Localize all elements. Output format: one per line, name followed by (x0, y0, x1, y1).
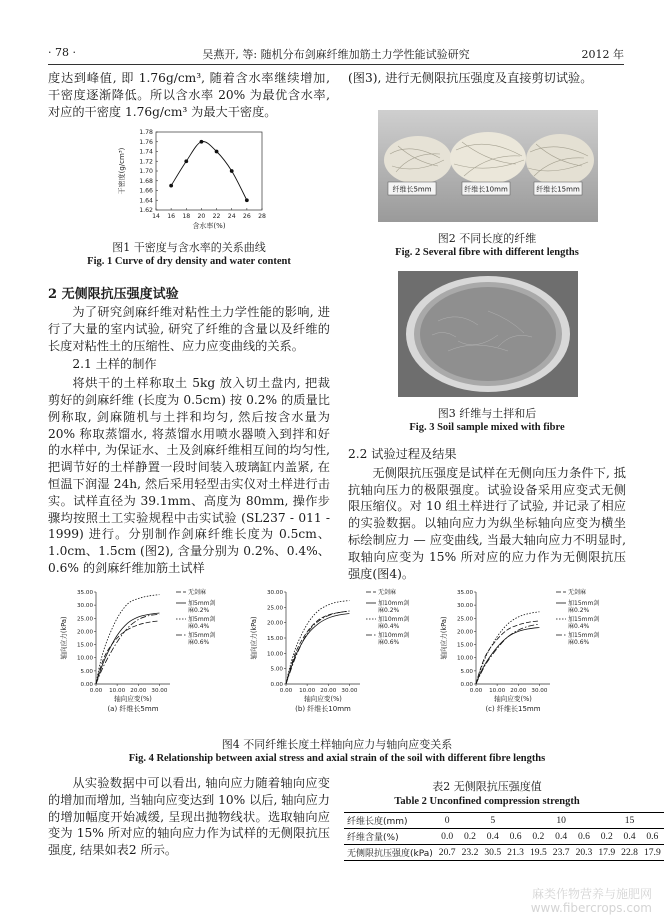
fig4c-x-tick-label: 0.00 (469, 688, 483, 694)
fig4b-y-tick-label: 10.00 (266, 651, 283, 658)
fig4b-y-tick-label: 0.00 (270, 682, 283, 688)
fig2-tag-15mm: 纤维长15mm (536, 185, 580, 194)
fig1-x-tick-label: 16 (167, 213, 176, 220)
fig4b-legend-label: 加10mm剑 (378, 632, 410, 639)
fig4a-y-tick-label: 15.00 (76, 642, 93, 649)
table-row-label: 纤维含量(%) (347, 833, 399, 843)
fig4a-series-line (96, 614, 159, 684)
fig2-caption-cn: 图2 不同长度的纤维 (437, 232, 537, 245)
fig1-x-tick-label: 14 (152, 213, 160, 220)
watermark-line2: www.fibercrops.com (530, 901, 652, 915)
fig4b-series-line (286, 611, 349, 684)
table-cell: 23.7 (552, 847, 570, 858)
table-cell: 22.8 (621, 847, 638, 858)
table-row-label: 纤维长度(mm) (347, 817, 408, 827)
fig4a-x-tick-label: 0.00 (89, 688, 103, 694)
fig1-data-point (215, 150, 219, 154)
fig4a-x-axis-label: 轴向应变(%) (114, 695, 152, 703)
fig4a-x-tick-label: 30.00 (151, 688, 168, 694)
fig4a-series-line (96, 595, 159, 684)
fig4b-x-tick-label: 10.00 (299, 688, 316, 694)
fig4b-chart (248, 582, 438, 714)
table2-caption-cn: 表2 无侧限抗压强度值 (432, 780, 542, 793)
table-cell: 0.4 (486, 831, 499, 842)
header-rule (48, 64, 624, 65)
fig4-caption-en: Fig. 4 Relationship between axial stress and axial strain of the soil with different fibre lengths (128, 753, 546, 764)
fig1-y-tick-label: 1.72 (139, 158, 153, 166)
fig4a-y-axis-label: 轴向应力(kPa) (60, 616, 68, 660)
fig4b-legend-label: 麻0.6% (378, 639, 400, 646)
table-cell: 0.6 (577, 831, 590, 842)
table2 (344, 812, 664, 861)
fig4a-y-tick-label: 5.00 (80, 668, 93, 675)
fig4a-series-line (96, 613, 159, 684)
table-cell: 17.9 (598, 847, 616, 858)
fig1-curve (171, 141, 247, 200)
fig4c-y-axis-label: 轴向应力(kPa) (440, 616, 448, 660)
fig4c-y-tick-label: 10.00 (456, 655, 473, 662)
table-cell: 23.2 (461, 847, 479, 858)
fig1-x-tick-label: 18 (182, 213, 191, 220)
fig2-fibre-photo (378, 110, 598, 222)
fig4b-subtitle: (b) 纤维长10mm (295, 705, 351, 713)
subsection-2-1-heading: 2.1 土样的制作 (72, 357, 157, 372)
fig4a-chart (58, 582, 248, 714)
fig1-x-tick-label: 20 (197, 213, 206, 220)
fig4a-legend-label: 加5mm剑 (188, 600, 216, 607)
table-cell: 0.2 (600, 831, 613, 842)
fig1-data-point (230, 169, 234, 173)
fig4a-subtitle: (a) 纤维长5mm (107, 705, 159, 713)
table-cell: 17.9 (643, 847, 661, 858)
fig4a-y-tick-label: 25.00 (76, 616, 93, 623)
watermark-line1: 麻类作物营养与施肥网 (531, 887, 652, 901)
fig4a-y-tick-label: 10.00 (76, 655, 93, 662)
table-cell: 20.7 (438, 847, 456, 858)
fig4c-y-tick-label: 5.00 (460, 668, 473, 675)
fig3-soil-photo (398, 271, 578, 397)
table-cell: 20.3 (575, 847, 593, 858)
paragraph-fig3-ref: (图3), 进行无侧限抗压强度及直接剪切试验。 (348, 71, 593, 85)
fig4c-legend-label: 麻0.6% (568, 639, 590, 646)
table-cell: 0.4 (623, 831, 636, 842)
fig3-caption-en: Fig. 3 Soil sample mixed with fibre (409, 422, 565, 433)
fig4b-legend-label: 无剑麻 (378, 589, 397, 596)
table-row-label: 无侧限抗压强度(kPa) (347, 849, 433, 859)
fig4a-y-tick-label: 0.00 (80, 682, 93, 688)
fig4c-series-line (476, 612, 539, 684)
fig1-x-tick-label: 26 (242, 213, 251, 220)
fig4c-x-axis-label: 轴向应变(%) (494, 695, 532, 703)
subsection-2-2-heading: 2.2 试验过程及结果 (348, 447, 457, 461)
page-number: · 78 · (48, 46, 76, 59)
paragraph-section2-intro: 为了研究剑麻纤维对粘性土力学性能的影响, 进行了大量的室内试验, 研究了纤维的含量以及纤维的长度对粘性土的压缩性、应力应变曲线的关系。 (48, 305, 330, 353)
table-row-strength (344, 845, 664, 861)
fig2-fibre-image (378, 110, 598, 222)
fig4c-legend-label: 加15mm剑 (568, 632, 600, 639)
fig4a-legend-label: 麻0.4% (188, 623, 210, 630)
fig4a-legend-label: 加5mm剑 (188, 616, 216, 623)
fig4c-y-tick-label: 35.00 (456, 590, 473, 596)
fig1-x-axis-label: 含水率(%) (192, 222, 226, 230)
table-cell: 0.6 (646, 831, 659, 842)
fig1-y-tick-label: 1.62 (139, 207, 153, 214)
fig4c-y-tick-label: 20.00 (456, 629, 473, 636)
section-2-heading: 2 无侧限抗压强度试验 (48, 287, 179, 302)
fig1-x-tick-label: 24 (227, 213, 236, 220)
fig1-x-tick-label: 22 (212, 213, 221, 220)
fig4b-y-tick-label: 25.00 (266, 605, 283, 612)
fig1-y-tick-label: 1.74 (139, 148, 153, 156)
table-row-content (344, 829, 664, 845)
fig4c-chart (438, 582, 634, 714)
fig1-y-tick-label: 1.64 (139, 197, 153, 205)
fig1-y-axis-label: 干密度(g/cm³) (118, 147, 126, 195)
table-cell: 19.5 (529, 847, 547, 858)
fig4a-legend-label: 无剑麻 (188, 589, 207, 596)
fig4-caption-cn: 图4 不同纤维长度土样轴向应力与轴向应变关系 (221, 738, 453, 751)
left-column-top (48, 70, 330, 120)
fig4c-legend-label: 麻0.4% (568, 623, 590, 630)
fig1-x-tick-label: 28 (258, 213, 266, 220)
fig4c-y-tick-label: 0.00 (460, 682, 473, 688)
fig4c-legend-label: 加15mm剑 (568, 600, 600, 607)
fig4b-legend-label: 麻0.4% (378, 623, 400, 630)
fig4c-series-line (476, 621, 539, 684)
fig4c-y-tick-label: 15.00 (456, 642, 473, 649)
right-column-2-2 (348, 444, 626, 582)
fig4b-x-tick-label: 20.00 (320, 688, 337, 694)
table-cell: 10 (556, 815, 566, 826)
fig4a-x-tick-label: 10.00 (109, 688, 126, 694)
fig1-data-point (169, 184, 173, 188)
fig4c-x-tick-label: 10.00 (489, 688, 506, 694)
fig4b-y-tick-label: 5.00 (270, 666, 283, 673)
paragraph-test-procedure: 无侧限抗压强度是试样在无侧向压力条件下, 抵抗轴向压力的极限强度。试验设备采用应变式无侧限压缩仪。对 10 组土样进行了试验, 并记录了相应的实验数据。以轴向应力为纵坐标轴向应变为横坐标绘制应力 — 应变曲线, 当最大轴向应力不明显时, 取轴向应变为 15% 所对应的应力作为无侧限抗压强度(图4)。 (348, 465, 626, 581)
fig4c-y-tick-label: 30.00 (456, 603, 473, 610)
fig2-caption-en: Fig. 2 Several fibre with different lengths (395, 247, 579, 258)
fig4c-x-tick-label: 20.00 (510, 688, 527, 694)
fig4c-legend-label: 无剑麻 (568, 589, 587, 596)
table-cell: 0.2 (532, 831, 545, 842)
running-title: 吴燕开, 等: 随机分布剑麻纤维加筋土力学性能试验研究 (202, 48, 470, 61)
fig1-y-tick-label: 1.76 (139, 138, 153, 146)
left-column-bottom (48, 775, 330, 859)
fig4c-subtitle: (c) 纤维长15mm (485, 705, 541, 713)
paragraph-max-density: 度达到峰值, 即 1.76g/cm³, 随着含水率继续增加, 干密度逐渐降低。所以含水率 20% 为最优含水率, 对应的干密度 1.76g/cm³ 为最大干密度。 (48, 71, 330, 119)
fig1-caption-cn: 图1 干密度与含水率的关系曲线 (112, 241, 266, 254)
fig4a-legend-label: 麻0.6% (188, 639, 210, 646)
journal-year: 2012 年 (581, 48, 624, 61)
fig1-data-point (245, 198, 249, 202)
fig4c-x-tick-label: 30.00 (531, 688, 548, 694)
fig1-y-tick-label: 1.70 (139, 168, 153, 175)
running-header (48, 44, 624, 64)
fig4b-y-tick-label: 30.00 (266, 590, 283, 596)
table-cell: 30.5 (484, 847, 502, 858)
fig4b-legend-label: 加10mm剑 (378, 616, 410, 623)
fig4a-y-tick-label: 30.00 (76, 603, 93, 610)
table2-caption-en: Table 2 Unconfined compression strength (394, 796, 580, 807)
fig1-caption-en: Fig. 1 Curve of dry density and water content (87, 256, 291, 267)
fig4b-legend-label: 加10mm剑 (378, 600, 410, 607)
fig1-y-tick-label: 1.78 (139, 129, 153, 136)
table-cell: 0.4 (555, 831, 568, 842)
fig4b-x-tick-label: 0.00 (279, 688, 293, 694)
right-column-top (348, 70, 626, 87)
table-cell: 0.0 (441, 831, 454, 842)
fig2-tag-10mm: 纤维长10mm (464, 185, 508, 194)
table-cell: 5 (490, 815, 496, 826)
table-cell: 15 (624, 815, 635, 826)
fig1-data-point (200, 140, 204, 144)
fig4a-series-line (96, 621, 159, 684)
fig4a-x-tick-label: 20.00 (130, 688, 147, 694)
fig4c-legend-label: 加15mm剑 (568, 616, 600, 623)
fig4b-y-axis-label: 轴向应力(kPa) (250, 616, 258, 660)
fig4c-y-tick-label: 25.00 (456, 616, 473, 623)
fig4b-legend-label: 麻0.2% (378, 607, 400, 614)
table-cell: 0 (444, 815, 450, 826)
fig1-data-point (184, 159, 188, 163)
table-cell: 21.3 (507, 847, 524, 858)
paragraph-results: 从实验数据中可以看出, 轴向应力随着轴向应变的增加而增加, 当轴向应变达到 10% 以后, 轴向应力的增加幅度开始减缓, 呈现出抛物线状。选取轴向应变为 15% 所对应的轴向应力作为试样的无侧限抗压强度, 结果如表2 所示。 (48, 776, 330, 858)
paragraph-sample-prep: 将烘干的土样称取土 5kg 放入切土盘内, 把裁剪好的剑麻纤维 (长度为 0.5cm) 按 0.2% 的质量比例称取, 剑麻随机与土拌和均匀, 然后按含水量为 20% 称取蒸馏水, 将蒸馏水用喷水器喷入到拌和好的水样中, 为保证水、土及剑麻纤维相互间的均匀性, 把调节好的土样静置一段时间装入玻璃缸内盖紧, 在恒温下润湿 24h, 然后采用轻型击实仪对土样进行击实。试样直径为 39.1mm、高度为 80mm, 操作步骤均按照土工实验规程中击实试验 (SL237 - 011 - 1999) 进行。分别制作剑麻纤维长度为 0.5cm、1.0cm、1.5cm (图2), 含量分别为 0.2%、0.4%、0.6% 的剑麻纤维加筋土试样 (48, 376, 330, 575)
fig1-y-tick-label: 1.66 (139, 187, 153, 195)
table-cell: 0.2 (463, 831, 476, 842)
fig4a-legend-label: 麻0.2% (188, 607, 210, 614)
left-column-body (48, 304, 330, 577)
fig4c-legend-label: 麻0.2% (568, 607, 590, 614)
fig4b-x-axis-label: 轴向应变(%) (304, 695, 342, 703)
fig4b-y-tick-label: 15.00 (266, 636, 283, 642)
fig4a-y-tick-label: 35.00 (76, 590, 93, 596)
table-row-length (344, 813, 664, 829)
fig4b-y-tick-label: 20.00 (266, 620, 283, 627)
fig2-tag-5mm: 纤维长5mm (392, 185, 432, 194)
fig3-caption-cn: 图3 纤维与土拌和后 (437, 407, 537, 420)
fig4c-series-line (476, 624, 539, 684)
fig3-soil-image (398, 271, 578, 397)
fig1-y-tick-label: 1.68 (139, 177, 153, 185)
fig4a-y-tick-label: 20.00 (76, 629, 93, 636)
fig1-chart (112, 126, 272, 238)
site-watermark (531, 887, 652, 915)
fig4b-x-tick-label: 30.00 (341, 688, 358, 694)
fig4a-legend-label: 加5mm剑 (188, 632, 216, 639)
table-cell: 0.6 (509, 831, 522, 842)
fig4b-series-line (286, 601, 349, 684)
